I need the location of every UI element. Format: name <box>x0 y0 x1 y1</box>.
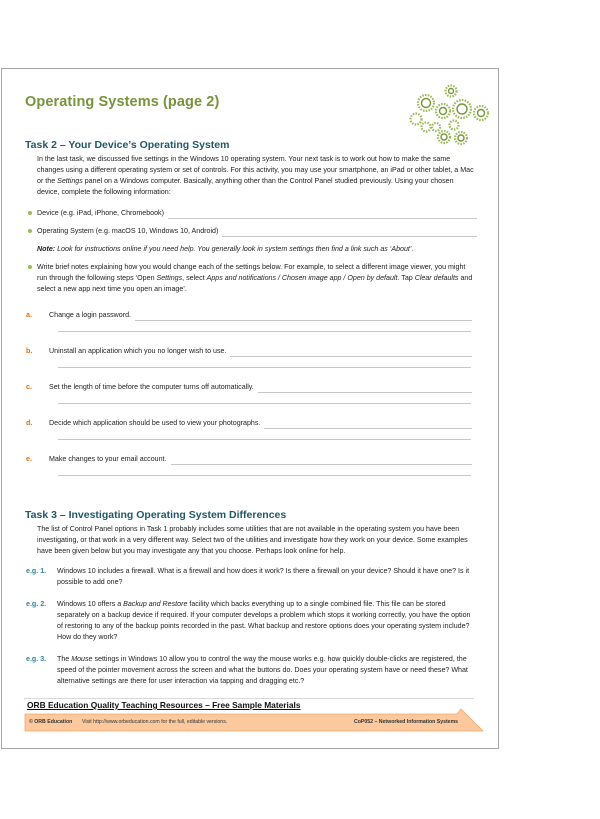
item-d <box>26 418 472 429</box>
gears-icon <box>406 81 492 147</box>
item-text: Decide which application should be used to view your photographs. <box>49 419 261 427</box>
item-marker: e. <box>26 455 32 463</box>
example-marker: e.g. 3. <box>26 655 47 663</box>
instruction-emphasis: Settings <box>156 274 183 282</box>
instruction-emphasis: Clear defaults <box>414 274 459 282</box>
task3-heading: Task 3 – Investigating Operating System Differences <box>25 509 287 521</box>
footer-divider <box>24 698 474 699</box>
task3-intro: The list of Control Panel options in Task 1 probably includes some utilities that are not available in the operating system you have been investigating, or that work in a very different way. Select two of the utilities and investigate how they work on your device. Some examples have been given below but you may investigate any that you choose. Perhaps look online for help. <box>37 525 468 555</box>
item-a <box>26 310 472 321</box>
item-text: Set the length of time before the computer turns off automatically. <box>49 383 254 391</box>
answer-line[interactable] <box>58 439 471 440</box>
page-title: Operating Systems (page 2) <box>25 94 220 110</box>
instruction-emphasis: Apps and notifications / Chosen image app / Open by default <box>206 274 398 282</box>
os-field-row <box>37 226 477 237</box>
instruction-text: , select <box>182 274 207 282</box>
example-text: The <box>57 655 72 663</box>
instruction-text: Write brief notes explaining how you would change each of the settings below. For example, to select a different image viewer, you might run through the following steps ‘Open <box>37 263 466 282</box>
item-b <box>26 346 472 357</box>
example-emphasis: Mouse <box>71 655 93 663</box>
answer-line[interactable] <box>58 475 471 476</box>
example-3 <box>26 654 476 687</box>
answer-line[interactable] <box>171 456 472 465</box>
answer-line[interactable] <box>258 384 472 393</box>
example-marker: e.g. 2. <box>26 600 47 608</box>
example-text: settings in Windows 10 allow you to control the way the mouse works e.g. how quickly double-clicks are registered, the speed of the pointer movement across the screen and what the buttons do. Does your operating system have or need these? What alternative settings are there for user interaction via tapping and dragging etc.? <box>57 655 468 685</box>
item-marker: a. <box>26 311 32 319</box>
example-text: facility which backs everything up to a single combined file. This file can be stored separately on a backup device if required. If your computer develops a problem which stops it working correctly, you have the option of restoring to any of the backup points recorded in the past. What backup and restore options does your operating system include? How do they work? <box>57 600 471 641</box>
device-answer-line[interactable] <box>168 210 477 219</box>
answer-line[interactable] <box>58 331 471 332</box>
example-2 <box>26 599 476 643</box>
item-e <box>26 454 472 465</box>
intro-text: In the last task, we discussed five settings in the Windows 10 operating system. Your next task is to work out how to make the same changes using a different operating system or set of controls. For this activity, you may use your smartphone, an iPad or other tablet, a Mac or the <box>37 155 474 185</box>
bullet-icon <box>28 211 32 215</box>
bullet-icon <box>28 265 32 269</box>
example-text: Windows 10 includes a firewall. What is a firewall and how does it work? Is there a firewall on your device? Should it have one? Is it possible to add one? <box>57 567 470 586</box>
instruction-text: . Tap <box>397 274 415 282</box>
os-field-label: Operating System (e.g. macOS 10, Windows 10, Android) <box>37 227 219 235</box>
task2-heading: Task 2 – Your Device’s Operating System <box>25 139 230 151</box>
intro-text: panel on a Windows computer. Basically, anything other than the Control Panel studied previously. Using your chosen device, complete the following information: <box>37 177 454 196</box>
device-field-row <box>37 208 477 219</box>
answer-line[interactable] <box>135 312 472 321</box>
footer-copyright: © ORB Education <box>29 719 73 725</box>
item-text: Make changes to your email account. <box>49 455 167 463</box>
example-1 <box>26 566 476 588</box>
note-body: Look for instructions online if you need help. You generally look in system settings then find a link such as ‘About’. <box>55 245 414 253</box>
worksheet-page <box>1 68 499 749</box>
task2-intro <box>37 154 477 198</box>
item-text: Uninstall an application which you no longer wish to use. <box>49 347 227 355</box>
os-answer-line[interactable] <box>222 228 477 237</box>
footer-visit-link[interactable]: Visit http://www.orbeducation.com for the full, editable versions. <box>82 719 228 725</box>
example-text: Windows 10 offers a <box>57 600 124 608</box>
item-marker: c. <box>26 383 32 391</box>
answer-line[interactable] <box>264 420 472 429</box>
item-text: Change a login password. <box>49 311 132 319</box>
note-text <box>37 244 477 255</box>
footer-course-code: CoP052 – Networked Information Systems <box>354 719 459 725</box>
answer-line[interactable] <box>230 348 472 357</box>
answer-line[interactable] <box>58 403 471 404</box>
intro-emphasis: Settings <box>57 177 83 185</box>
item-marker: b. <box>26 347 33 355</box>
task2-instruction <box>37 262 477 295</box>
device-field-label: Device (e.g. iPad, iPhone, Chromebook) <box>37 209 164 217</box>
example-marker: e.g. 1. <box>26 567 47 575</box>
item-marker: d. <box>26 419 33 427</box>
note-label: Note: <box>37 245 56 253</box>
footer-title: ORB Education Quality Teaching Resources – Free Sample Materials <box>27 700 301 710</box>
answer-line[interactable] <box>58 367 471 368</box>
bullet-icon <box>28 229 32 233</box>
item-c <box>26 382 472 393</box>
example-emphasis: Backup and Restore <box>123 600 188 608</box>
instruction-text: and select a new app next time you open an image’. <box>37 274 473 293</box>
